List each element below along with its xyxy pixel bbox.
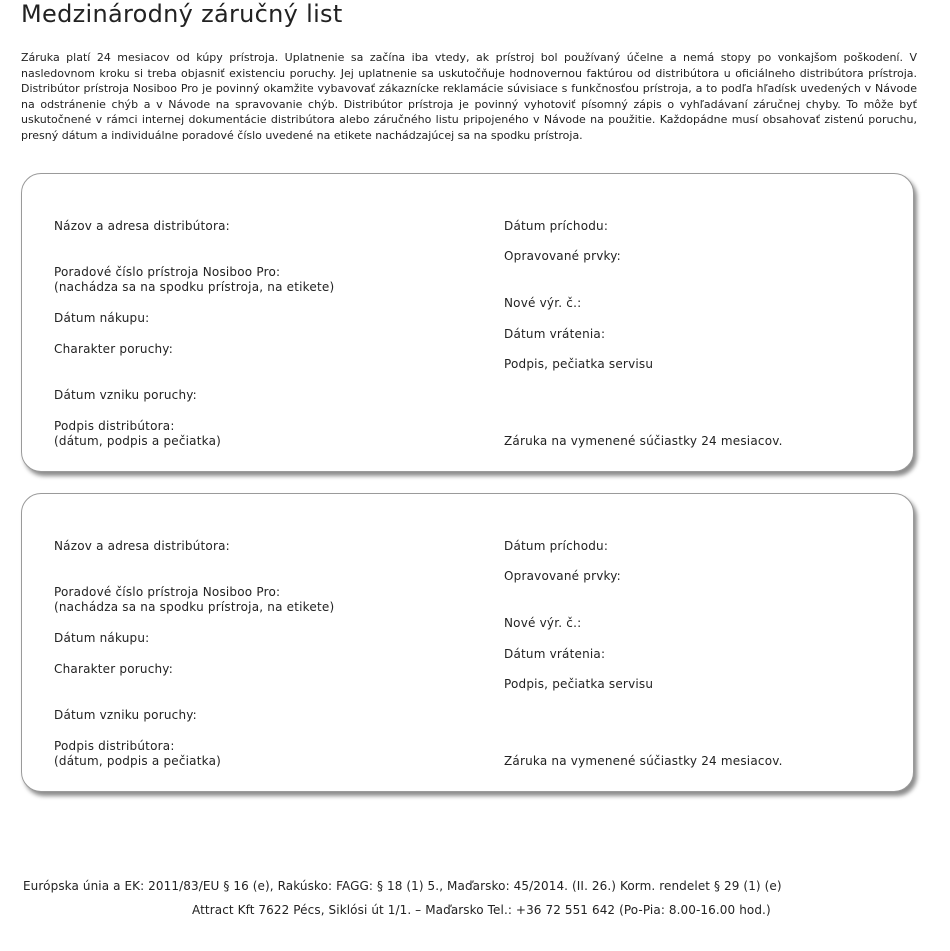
serial-number-note: (nachádza sa na spodku prístroja, na etikete) — [54, 280, 335, 294]
warranty-form-card-2 — [21, 493, 914, 792]
new-serial-label: Nové výr. č.: — [504, 296, 582, 310]
arrival-date-label: Dátum príchodu: — [504, 539, 609, 553]
fault-date-label: Dátum vzniku poruchy: — [54, 388, 197, 402]
return-date-label: Dátum vrátenia: — [504, 327, 606, 341]
new-serial-label: Nové výr. č.: — [504, 616, 582, 630]
fault-character-label: Charakter poruchy: — [54, 662, 173, 676]
distributor-signature-label: Podpis distribútora: — [54, 419, 175, 433]
distributor-name-label: Názov a adresa distribútora: — [54, 539, 230, 553]
parts-warranty-note: Záruka na vymenené súčiastky 24 mesiacov. — [504, 434, 783, 448]
serial-number-label: Poradové číslo prístroja Nosiboo Pro: — [54, 265, 281, 279]
distributor-signature-note: (dátum, podpis a pečiatka) — [54, 754, 222, 768]
distributor-signature-label: Podpis distribútora: — [54, 739, 175, 753]
serial-number-label: Poradové číslo prístroja Nosiboo Pro: — [54, 585, 281, 599]
serial-number-note: (nachádza sa na spodku prístroja, na etikete) — [54, 600, 335, 614]
purchase-date-label: Dátum nákupu: — [54, 631, 150, 645]
page-title: Medzinárodný záručný list — [21, 0, 343, 28]
service-signature-label: Podpis, pečiatka servisu — [504, 357, 654, 371]
purchase-date-label: Dátum nákupu: — [54, 311, 150, 325]
parts-warranty-note: Záruka na vymenené súčiastky 24 mesiacov. — [504, 754, 783, 768]
arrival-date-label: Dátum príchodu: — [504, 219, 609, 233]
fault-character-label: Charakter poruchy: — [54, 342, 173, 356]
intro-paragraph: Záruka platí 24 mesiacov od kúpy prístroja. Uplatnenie sa začína iba vtedy, ak prístroj bol používaný účelne a nemá stopy po vonkajšom poškodení. V nasledovnom kroku si treba objasniť existenciu poruchy. Jej uplatnenie sa uskutočňuje hodnovernou faktúrou od distribútora u oficiálneho distribútora prístroja. Distribútor prístroja Nosiboo Pro je povinný okamžite vybavovať zákaznícke reklamácie súvisiace s funkčnosťou prístroja, a to podľa hľadísk uvedených v Návode na odstránenie chýb a v Návode na spravovanie chýb. Distribútor prístroja je povinný vyhotoviť písomný zápis o vyhľadávaní záručnej chyby. To môže byť uskutočnené v rámci internej dokumentácie distribútora alebo záručného listu pripojeného v Návode na použitie. Každopádne musí obsahovať zistenú poruchu, presný dátum a individuálne poradové číslo uvedené na etikete nachádzajúcej sa na spodku prístroja. — [21, 51, 917, 142]
fault-date-label: Dátum vzniku poruchy: — [54, 708, 197, 722]
warranty-form-card-1 — [21, 173, 914, 472]
repaired-parts-label: Opravované prvky: — [504, 569, 621, 583]
legal-footer: Európska únia a EK: 2011/83/EU § 16 (e), Rakúsko: FAGG: § 18 (1) 5., Maďarsko: 45/2014. (II. 26.) Korm. rendelet § 29 (1) (e) — [23, 879, 782, 893]
service-signature-label: Podpis, pečiatka servisu — [504, 677, 654, 691]
repaired-parts-label: Opravované prvky: — [504, 249, 621, 263]
distributor-signature-note: (dátum, podpis a pečiatka) — [54, 434, 222, 448]
return-date-label: Dátum vrátenia: — [504, 647, 606, 661]
contact-footer: Attract Kft 7622 Pécs, Siklósi út 1/1. – Maďarsko Tel.: +36 72 551 642 (Po-Pia: 8.00-16.00 hod.) — [192, 903, 771, 917]
distributor-name-label: Názov a adresa distribútora: — [54, 219, 230, 233]
